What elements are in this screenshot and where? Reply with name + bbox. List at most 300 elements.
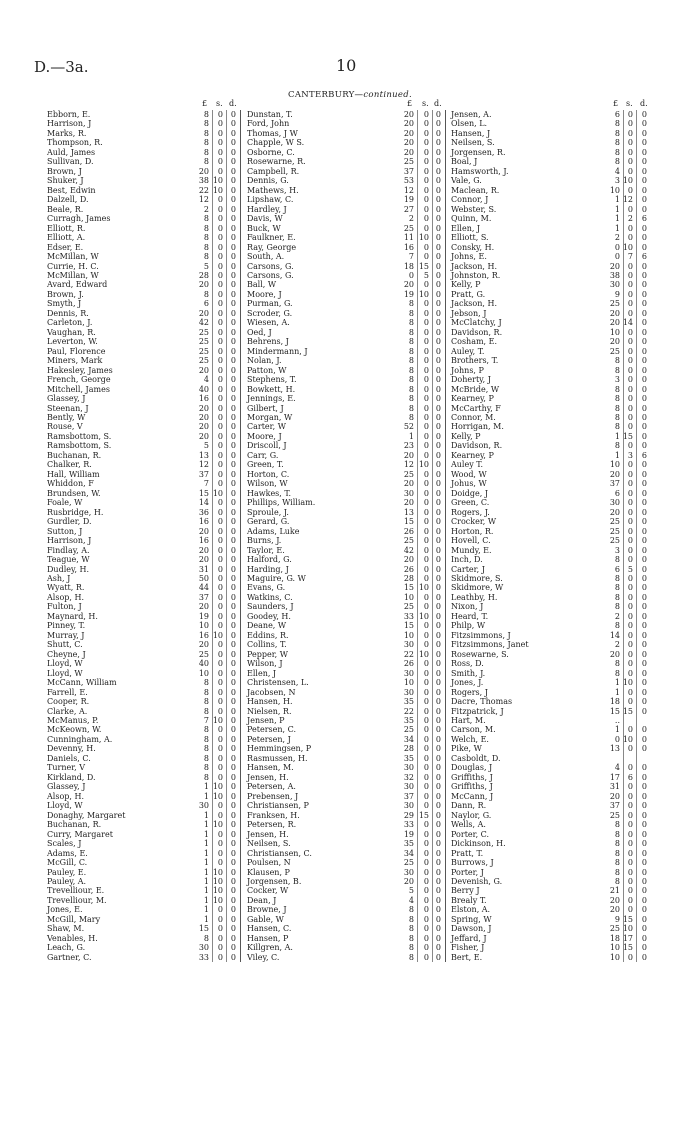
amount-pounds: 8: [614, 592, 620, 602]
amount-pence: 0: [435, 394, 441, 404]
amount-pounds: 20: [198, 365, 209, 375]
subscriber-name: Jensen, A.: [451, 110, 492, 119]
amount-shillings: 0: [217, 649, 223, 659]
list-item: [47, 498, 243, 507]
currency-d-label: d.: [434, 99, 442, 108]
amount-pounds: 5: [408, 886, 414, 896]
currency-header: [247, 98, 447, 110]
amount-shillings: 10: [418, 583, 429, 593]
amount-shillings: 0: [217, 403, 223, 413]
currency-s-label: s.: [626, 99, 633, 108]
amount-pounds: 8: [203, 744, 209, 754]
amount-pounds: 1: [203, 782, 209, 792]
amount-pence: 0: [641, 659, 647, 669]
amount-shillings: 0: [217, 943, 223, 953]
amount-shillings: 0: [423, 138, 429, 148]
list-item: [47, 735, 243, 744]
subscriber-name: Prebensen, J: [247, 791, 299, 801]
amount-shillings: 0: [423, 441, 429, 451]
subscriber-name: Currie, H. C.: [47, 261, 99, 271]
subscriber-name: Hemmingsen, P: [247, 744, 312, 754]
amount-pence: 0: [435, 545, 441, 555]
amount-pounds: 18: [609, 933, 620, 943]
amount-pounds: 25: [403, 858, 414, 868]
list-item: [451, 489, 657, 498]
amount-pence: 0: [435, 185, 441, 195]
amount-pence: 0: [435, 356, 441, 366]
subscriber-name: Porter, C.: [451, 829, 490, 839]
list-item: [451, 413, 657, 422]
amount-shillings: 0: [217, 753, 223, 763]
amount-shillings: 0: [627, 687, 633, 697]
subscriber-name: Jensen, H.: [247, 772, 289, 782]
amount-pence: 0: [435, 621, 441, 631]
amount-shillings: 0: [217, 233, 223, 243]
amount-shillings: 0: [217, 252, 223, 262]
amount-shillings: 15: [418, 261, 429, 271]
column-rule: [623, 110, 624, 962]
subscriber-name: Petersen, R.: [247, 820, 297, 830]
list-item: [47, 763, 243, 772]
amount-shillings: 0: [217, 308, 223, 318]
amount-shillings: 0: [423, 545, 429, 555]
subscriber-name: Ramsbottom, S.: [47, 441, 112, 451]
list-item: [451, 214, 657, 223]
subscriber-name: Gilbert, J: [247, 403, 284, 413]
amount-pounds: 8: [408, 924, 414, 934]
amount-shillings: 0: [423, 716, 429, 725]
amount-pence: 0: [641, 602, 647, 612]
amount-pounds: 8: [203, 157, 209, 167]
amount-pence: 0: [230, 753, 236, 763]
amount-shillings: 0: [217, 460, 223, 470]
amount-shillings: 0: [627, 204, 633, 214]
amount-shillings: 10: [622, 678, 633, 688]
subscriber-name: Hardley, J: [247, 204, 287, 214]
subscriber-name: Neilsen, S.: [451, 138, 495, 148]
amount-pence: 0: [230, 214, 236, 224]
list-item: [451, 157, 657, 166]
amount-pounds: 1: [614, 687, 620, 697]
amount-pounds: 20: [403, 498, 414, 508]
subscriber-name: Clarke, A.: [47, 706, 88, 716]
amount-shillings: 0: [627, 479, 633, 489]
amount-pence: 0: [435, 564, 441, 574]
amount-pence: 0: [230, 895, 236, 905]
amount-pence: 0: [435, 441, 441, 451]
amount-pounds: 35: [403, 753, 414, 763]
amount-pence: 0: [230, 602, 236, 612]
amount-shillings: 0: [217, 166, 223, 176]
amount-pounds: 8: [203, 763, 209, 773]
amount-pence: 0: [641, 858, 647, 868]
list-item: [47, 527, 243, 536]
subscriber-name: Kelly, P: [451, 431, 481, 441]
amount-pounds: 8: [203, 289, 209, 299]
amount-pounds: 12: [198, 195, 209, 205]
subscriber-name: Doherty, J: [451, 375, 491, 385]
list-item: [47, 470, 243, 479]
list-column-1: [47, 98, 243, 962]
subscriber-name: McMillan, W: [47, 270, 99, 280]
subscriber-name: Dennis, R.: [47, 308, 89, 318]
subscriber-name: Carter, W: [247, 422, 286, 432]
amount-pence: 0: [641, 536, 647, 546]
amount-pounds: 25: [609, 526, 620, 536]
amount-pence: 0: [230, 252, 236, 262]
amount-pounds: 12: [403, 185, 414, 195]
list-item: [451, 688, 657, 697]
amount-pence: 0: [435, 469, 441, 479]
amount-pounds: 12: [198, 460, 209, 470]
amount-shillings: 0: [627, 848, 633, 858]
amount-shillings: 0: [423, 403, 429, 413]
amount-pounds: 10: [609, 943, 620, 953]
list-item: [47, 915, 243, 924]
amount-shillings: 0: [627, 394, 633, 404]
amount-shillings: 0: [627, 488, 633, 498]
amount-shillings: 0: [217, 422, 223, 432]
amount-pence: 0: [641, 687, 647, 697]
amount-pounds: 8: [408, 346, 414, 356]
amount-pounds: 8: [408, 394, 414, 404]
subscriber-name: Miners, Mark: [47, 356, 103, 366]
amount-pounds: 8: [614, 583, 620, 593]
subscriber-name: Porter, J: [451, 867, 484, 877]
amount-pence: 0: [435, 858, 441, 868]
list-item: [47, 517, 243, 526]
amount-pence: 0: [435, 706, 441, 716]
amount-shillings: 0: [217, 744, 223, 754]
list-item: [451, 119, 657, 128]
amount-pounds: 30: [403, 763, 414, 773]
amount-pence: 0: [230, 876, 236, 886]
amount-pence: 0: [641, 621, 647, 631]
amount-shillings: 0: [423, 895, 429, 905]
amount-pounds: 8: [203, 772, 209, 782]
subscriber-name: Bert, E.: [451, 952, 483, 962]
amount-shillings: 0: [217, 299, 223, 309]
amount-shillings: 0: [423, 602, 429, 612]
amount-pence: 0: [435, 214, 441, 224]
amount-pence: 0: [230, 460, 236, 470]
amount-pence: 0: [230, 744, 236, 754]
subscriber-name: Watkins, C.: [247, 592, 293, 602]
amount-pounds: 37: [403, 791, 414, 801]
amount-pence: 0: [435, 583, 441, 593]
amount-shillings: 0: [217, 640, 223, 650]
subscriber-name: Eddins, R.: [247, 630, 289, 640]
subscriber-name: Jeffard, J: [451, 933, 487, 943]
amount-shillings: 0: [627, 261, 633, 271]
amount-pence: 0: [641, 867, 647, 877]
amount-pence: 0: [230, 346, 236, 356]
list-item: [47, 186, 243, 195]
list-item: [47, 811, 243, 820]
subscriber-name: Dalzell, D.: [47, 195, 89, 205]
amount-pounds: 20: [403, 138, 414, 148]
amount-shillings: 10: [622, 924, 633, 934]
list-item: [47, 252, 243, 261]
amount-pounds: 13: [609, 744, 620, 754]
list-item: [47, 782, 243, 791]
amount-pounds: 16: [198, 536, 209, 546]
subscriber-name: Findlay, A.: [47, 545, 90, 555]
list-item: [47, 280, 243, 289]
subscriber-name: Auley T.: [451, 460, 483, 470]
subscriber-name: Welch, E.: [451, 734, 489, 744]
subscriber-name: Crocker, W: [451, 517, 497, 527]
amount-shillings: 0: [423, 507, 429, 517]
amount-pence: 0: [230, 375, 236, 385]
subscriber-name: Harrison, J: [47, 536, 92, 546]
list-item: [47, 886, 243, 895]
document-reference: D.—3a.: [34, 58, 89, 76]
amount-pounds: 8: [203, 706, 209, 716]
amount-pounds: 36: [198, 507, 209, 517]
amount-shillings: 0: [423, 394, 429, 404]
amount-pounds: 25: [403, 602, 414, 612]
subscriber-name: Johns, P: [451, 365, 484, 375]
amount-shillings: 0: [627, 422, 633, 432]
amount-pounds: 32: [403, 772, 414, 782]
column-divider: [240, 110, 241, 962]
amount-pounds: 20: [403, 147, 414, 157]
column-rule: [417, 110, 418, 962]
list-item: [47, 565, 243, 574]
amount-pounds: 30: [198, 801, 209, 811]
amount-shillings: 0: [423, 876, 429, 886]
amount-shillings: 15: [622, 706, 633, 716]
amount-pence: 0: [230, 839, 236, 849]
currency-d-label: d.: [229, 99, 237, 108]
amount-pounds: 22: [403, 649, 414, 659]
amount-shillings: 0: [217, 611, 223, 621]
amount-pence: 0: [641, 583, 647, 593]
subscriber-name: Philp, W: [451, 621, 486, 631]
amount-shillings: 0: [627, 413, 633, 422]
amount-shillings: 0: [423, 128, 429, 138]
amount-pence: 0: [230, 706, 236, 716]
amount-pounds: 16: [198, 394, 209, 404]
amount-pounds: 20: [198, 602, 209, 612]
amount-pence: 0: [435, 337, 441, 347]
amount-pounds: 18: [403, 261, 414, 271]
subscriber-name: Adams, E.: [47, 848, 88, 858]
list-item: [451, 233, 657, 242]
list-column-2: [247, 98, 447, 962]
list-item: [451, 574, 657, 583]
amount-pence: 0: [435, 119, 441, 129]
subscriber-name: Carson, M.: [451, 725, 496, 735]
amount-pounds: 6: [614, 110, 620, 119]
amount-pence: 0: [435, 365, 441, 375]
amount-shillings: 0: [423, 905, 429, 915]
amount-shillings: 0: [423, 839, 429, 849]
subscriber-name: Smith, J.: [451, 668, 486, 678]
list-item: [47, 176, 243, 185]
amount-pounds: 14: [198, 498, 209, 508]
amount-pounds: 8: [203, 128, 209, 138]
amount-pounds: 30: [403, 867, 414, 877]
subscriber-name: Rasmussen, H.: [247, 753, 308, 763]
amount-shillings: 0: [217, 214, 223, 224]
list-item: [47, 659, 243, 668]
amount-pounds: 6: [614, 488, 620, 498]
subscriber-name: Stephens, T.: [247, 375, 297, 385]
amount-pence: 0: [435, 867, 441, 877]
subscriber-name: Donaghy, Margaret: [47, 810, 126, 820]
subscriber-name: Carleton, J.: [47, 318, 93, 328]
amount-pence: 0: [435, 630, 441, 640]
amount-pounds: 8: [408, 933, 414, 943]
amount-pence: 0: [435, 422, 441, 432]
list-item: [47, 385, 243, 394]
amount-pence: 0: [641, 820, 647, 830]
amount-pence: 0: [230, 441, 236, 451]
amount-pence: 0: [641, 270, 647, 280]
list-item: [47, 404, 243, 413]
subscriber-name: Spring, W: [451, 914, 492, 924]
amount-shillings: 0: [423, 744, 429, 754]
amount-pence: 0: [230, 431, 236, 441]
amount-pounds: 25: [403, 157, 414, 167]
amount-pence: 0: [230, 394, 236, 404]
subscriber-name: Mindermann, J: [247, 346, 308, 356]
amount-shillings: 0: [423, 772, 429, 782]
amount-pounds: 1: [203, 820, 209, 830]
amount-pence: 0: [641, 924, 647, 934]
subscriber-name: McManus, P.: [47, 716, 99, 725]
amount-pence: 0: [641, 157, 647, 167]
list-item: [47, 583, 243, 592]
amount-pounds: 20: [198, 640, 209, 650]
subscriber-name: Morgan, W: [247, 413, 293, 422]
subscriber-name: Wyatt, R.: [47, 583, 85, 593]
subscriber-name: McClatchy, J: [451, 318, 502, 328]
amount-shillings: 0: [423, 630, 429, 640]
amount-pence: 0: [230, 422, 236, 432]
list-item: [451, 725, 657, 734]
amount-pence: 0: [641, 394, 647, 404]
amount-pounds: 33: [403, 820, 414, 830]
amount-pounds: 28: [403, 744, 414, 754]
amount-pounds: 53: [403, 176, 414, 186]
amount-shillings: 0: [627, 270, 633, 280]
amount-pounds: 20: [609, 261, 620, 271]
amount-shillings: 0: [217, 375, 223, 385]
amount-pounds: 9: [614, 914, 620, 924]
amount-shillings: 0: [423, 299, 429, 309]
amount-pounds: ..: [614, 716, 620, 725]
amount-pence: 0: [435, 839, 441, 849]
amount-pence: 0: [230, 413, 236, 422]
subscriber-name: Deane, W: [247, 621, 287, 631]
amount-pounds: 6: [614, 564, 620, 574]
subscriber-name: Rogers, J: [451, 687, 488, 697]
amount-shillings: 0: [217, 280, 223, 290]
list-item: [451, 356, 657, 365]
list-item: [451, 527, 657, 536]
amount-pence: 0: [435, 110, 441, 119]
amount-pounds: 1: [203, 876, 209, 886]
list-item: [451, 138, 657, 147]
amount-shillings: 0: [423, 924, 429, 934]
amount-pounds: 2: [614, 611, 620, 621]
amount-pounds: 25: [609, 299, 620, 309]
subscriber-name: Gable, W: [247, 914, 284, 924]
amount-shillings: 0: [627, 138, 633, 148]
amount-pence: 0: [230, 327, 236, 337]
amount-pounds: 25: [198, 356, 209, 366]
subscriber-name: Elliott, A.: [47, 233, 86, 243]
list-item: [451, 318, 657, 327]
amount-pounds: 6: [203, 299, 209, 309]
subscriber-name: McKeown, W.: [47, 725, 102, 735]
subscriber-name: Petersen, J: [247, 734, 291, 744]
amount-pence: 0: [641, 952, 647, 962]
amount-pounds: 16: [198, 630, 209, 640]
amount-shillings: 0: [423, 365, 429, 375]
amount-pence: 0: [230, 678, 236, 688]
amount-pence: 0: [641, 848, 647, 858]
list-item: [47, 896, 243, 905]
amount-shillings: 0: [217, 725, 223, 735]
amount-pounds: 8: [614, 555, 620, 565]
list-item: [451, 792, 657, 801]
amount-pounds: 26: [403, 659, 414, 669]
list-item: [451, 205, 657, 214]
amount-pounds: 1: [203, 905, 209, 915]
amount-shillings: 0: [627, 886, 633, 896]
amount-pence: 0: [230, 469, 236, 479]
amount-shillings: 0: [627, 782, 633, 792]
amount-pounds: 0: [408, 270, 414, 280]
list-item: [47, 138, 243, 147]
amount-shillings: 0: [217, 659, 223, 669]
list-item: [451, 849, 657, 858]
list-item: [451, 763, 657, 772]
amount-pounds: 0: [614, 734, 620, 744]
amount-pence: 0: [435, 318, 441, 328]
amount-pence: 0: [435, 772, 441, 782]
list-item: [451, 886, 657, 895]
list-item: [47, 934, 243, 943]
amount-pence: 0: [435, 744, 441, 754]
subscriber-name: Jones, J.: [451, 678, 484, 688]
subscriber-name: Sproule, J.: [247, 507, 289, 517]
amount-pounds: 31: [609, 782, 620, 792]
amount-pence: 0: [641, 895, 647, 905]
amount-pence: 0: [230, 289, 236, 299]
amount-pounds: 8: [408, 914, 414, 924]
amount-pence: 0: [641, 460, 647, 470]
amount-shillings: 0: [423, 725, 429, 735]
amount-shillings: 0: [423, 356, 429, 366]
subscriber-name: Heard, T.: [451, 611, 489, 621]
subscriber-name: Shuker, J: [47, 176, 84, 186]
amount-pence: 0: [230, 573, 236, 583]
amount-pence: 0: [435, 204, 441, 214]
amount-shillings: 0: [627, 630, 633, 640]
subscriber-name: Ford, John: [247, 119, 290, 129]
amount-shillings: 0: [627, 536, 633, 546]
amount-shillings: 0: [423, 763, 429, 773]
amount-pence: 0: [230, 829, 236, 839]
amount-shillings: 10: [212, 886, 223, 896]
amount-shillings: 0: [627, 308, 633, 318]
amount-pounds: 20: [198, 308, 209, 318]
